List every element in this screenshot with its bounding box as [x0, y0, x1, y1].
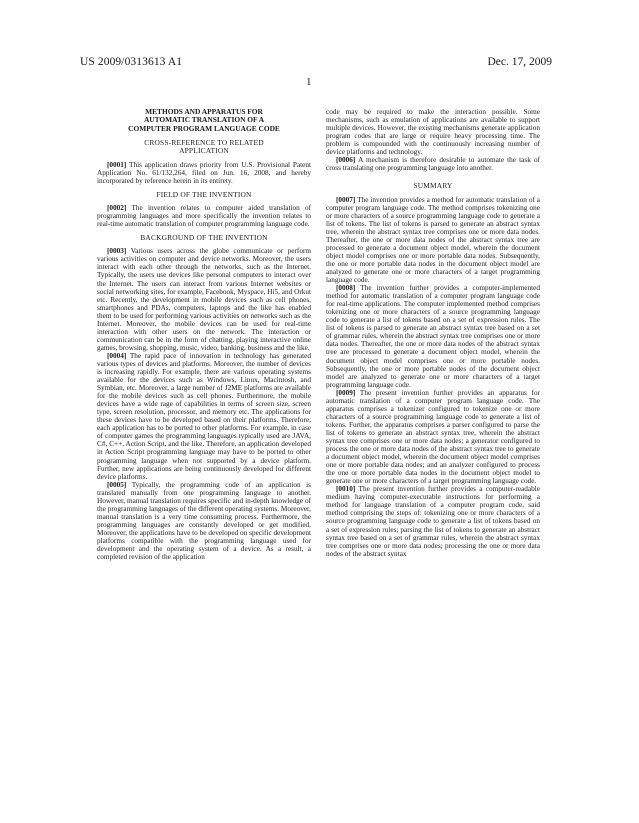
paragraph-0004: [97, 352, 311, 481]
paragraph-text: The invention relates to computer aided translation of programming languages and more specifically the invention relates to real-time automatic translation of computer programming language code.: [97, 203, 312, 229]
paragraph-number: [0005]: [107, 480, 127, 489]
right-column: [326, 108, 540, 558]
title-line: AUTOMATIC TRANSLATION OF A: [143, 115, 265, 125]
paragraph-text: The present invention further provides an apparatus for automatic translation of a computer program language code. The apparatus comprises a tokenizer configured to tokenize one or more characters of a source programming language code to generate a list of tokens. Further, the apparatus comprises a parser configured to parse the list of tokens to generate an abstract syntax tree, wherein the abstract syntax tree comprises one or more data nodes; a generator configured to process the one or more data nodes of the abstract syntax tree to generate a document object model, wherein the document object model comprises one or more portable data nodes; and an analyzer configured to process the one or more portable data nodes in the document object model to generate one or more characters of a target programming language code.: [326, 388, 540, 486]
paragraph-text: The invention further provides a computer-implemented method for automatic translation of a computer program language code for real-time applications. The computer implemented method comprises tokenizing one or more characters of a source programming language code to generate a list of tokens based on a set of expression rules. The list of tokens is parsed to generate an abstract syntax tree based on a set of grammar rules, wherein the abstract syntax tree comprises one or more data nodes. Thereafter, the one or more data nodes of the abstract syntax tree are processed to generate a document object model, wherein the document object model comprises one or more portable nodes. Subsequently, the one or more portable nodes of the document object model are analyzed to generate one or more characters of a target programming language code.: [326, 284, 540, 389]
heading-line: CROSS-REFERENCE TO RELATED: [144, 138, 264, 148]
left-column: [97, 108, 311, 561]
paragraph-0001: [97, 161, 311, 185]
paragraph-0008: [326, 284, 540, 389]
paragraph-text: The invention provides a method for automatic translation of a computer program language code. The method comprises tokenizing one or more characters of a source programming language code to generate a list of tokens. The list of tokens is parsed to generate an abstract syntax tree, wherein the abstract syntax tree comprises one or more data nodes. Thereafter, the one or more data nodes of the abstract syntax tree are processed to generate a document object model, wherein the document object model comprises one or more portable data nodes. Subsequently, the one or more portable data nodes in the document object model are analyzed to generate one or more characters of a target programming language code.: [326, 195, 540, 285]
field-heading: FIELD OF THE INVENTION: [156, 189, 252, 199]
paragraph-number: [0002]: [107, 203, 127, 212]
paragraph-number: [0004]: [107, 351, 127, 360]
crossref-heading: [97, 139, 311, 155]
paragraph-number: [0010]: [336, 485, 356, 494]
paragraph-0006: [326, 156, 540, 172]
document-title: [97, 108, 311, 133]
paragraph-text: A mechanism is therefore desirable to automate the task of cross translating one programming language into another.: [326, 156, 540, 173]
paragraph-number: [0006]: [336, 156, 356, 165]
paragraph-text: Various users across the globe communicate or perform various activities on computer and device networks. Moreover, the users interact with each other through the networks, such as the Internet. Typically, the users use devices like personal computers to interact over the Internet. The users can interact from various Internet websites or social networking sites, for example, Facebook, Myspace, Hi5, and Orkut etc. Recently, the development in mobile devices such as cell phones, smartphones and PDAs, computers, laptops and the like has enabled them to be used for performing various activities on networks such as the Internet. Moreover, the mobile devices can be used for real-time interaction with other users on the network. The interaction or communication can be in the form of chatting, playing interactive online games, browsing, shopping, music, video, banking, business and the like.: [97, 247, 312, 352]
background-heading: BACKGROUND OF THE INVENTION: [140, 233, 268, 243]
paragraph-number: [0003]: [107, 247, 127, 256]
publication-date: Dec. 17, 2009: [487, 56, 552, 68]
paragraph-number: [0001]: [107, 160, 127, 169]
title-line: COMPUTER PROGRAM LANGUAGE CODE: [128, 123, 280, 133]
paragraph-0003: [97, 247, 311, 352]
paragraph-0005: [97, 481, 311, 561]
paragraph-number: [0009]: [336, 388, 356, 397]
heading-line: APPLICATION: [179, 146, 229, 156]
paragraph-number: [0007]: [336, 195, 356, 204]
title-line: METHODS AND APPARATUS FOR: [145, 107, 263, 116]
paragraph-text: This application draws priority from U.S. Provisional Patent Application No. 61/132,264, filed on Jun. 16, 2008, and hereby incorporated by reference herein in its entirety.: [97, 160, 312, 185]
page-number: 1: [306, 76, 312, 88]
page-header: [80, 50, 552, 72]
paragraph-text: The present invention further provides a computer-readable medium having computer-executable instructions for performing a method for language translation of a computer program code, said method comprising the steps of: tokenizing one or more characters of a source programming language code to generate a list of tokens based on a set of expression rules; parsing the list of tokens to generate an abstract syntax tree based on a set of grammar rules, wherein the abstract syntax tree comprises one or more data nodes; processing the one or more data nodes of the abstract syntax: [326, 485, 540, 558]
paragraph-0009: [326, 389, 540, 486]
paragraph-text: Typically, the programming code of an application is translated manually from one programming language to another. However, manual translation requires specific and in-depth knowledge of the programming languages of the different operating systems. Moreover, manual translation is a very time consuming process. Furthermore, the programming languages are constantly developed or get modified. Moreover, the applications have to be developed on specific development platforms compatible with the programming language used for development and the operating system of a device. As a result, a completed revision of the application: [97, 480, 311, 562]
publication-number: US 2009/0313613 A1: [80, 56, 183, 68]
summary-heading: SUMMARY: [413, 181, 453, 191]
paragraph-0010: [326, 485, 540, 557]
paragraph-0005-continued: code may be required to make the interaction possible. Some mechanisms, such as emulation of applications are available to support multiple devices. However, the existing mechanisms generate application program codes that are large or require heavy processing time. The problem is compounded with the continuously increasing number of device platforms and technology.: [326, 108, 540, 157]
paragraph-0002: [97, 204, 311, 228]
paragraph-number: [0008]: [336, 284, 356, 293]
paragraph-text: The rapid pace of innovation in technology has generated various types of devices and platforms. Moreover, the number of devices is increasing rapidly. For example, there are various operating systems available for the devices such as Windows, Linux, Macintosh, and Symbian, etc. Moreover, a large number of J2ME platforms are available for the mobile devices such as cell phones. Furthermore, the mobile devices have a wide rage of capabilities in terms of screen size, screen type, screen resolution, processor, and memory etc. The applications for these devices have to be developed based on their platforms. Therefore, each application has to be ported to other platforms. For example, in case of computer games the programming languages typically used are JAVA, C#, C++, Action Script, and the like. Therefore, an application developed in Action Script programming language may have to be ported to other programming language when not supported by a device platform. Further, new applications are being continuously developed for different device platforms.: [97, 351, 311, 481]
paragraph-0007: [326, 196, 540, 285]
